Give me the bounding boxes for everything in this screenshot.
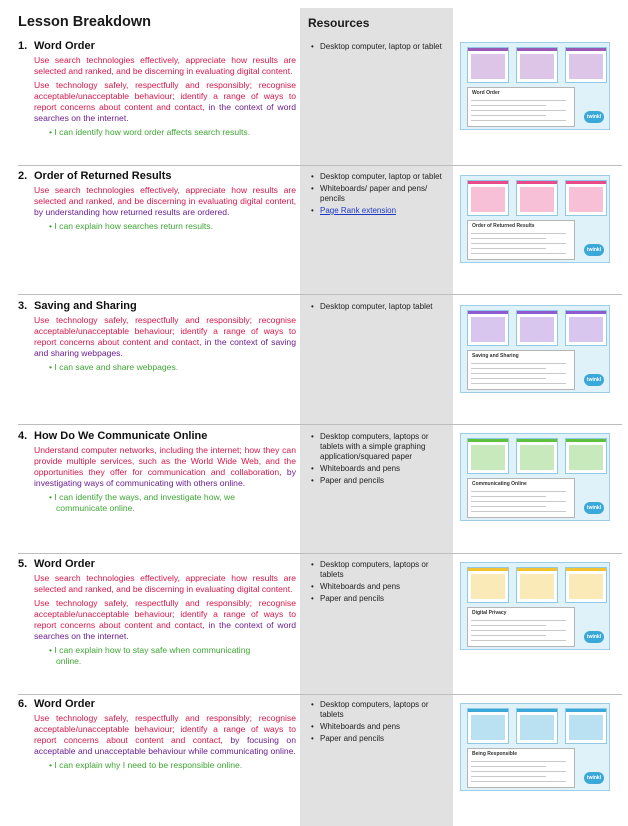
lesson-title (18, 698, 300, 710)
lesson-breakdown-heading: Lesson Breakdown (18, 14, 151, 30)
worksheet-line (471, 496, 546, 497)
lesson-name: Word Order (34, 698, 95, 710)
lesson-resources-thumbnail (460, 305, 610, 393)
slide-preview (467, 47, 509, 83)
lesson-resources-thumbnail (460, 433, 610, 521)
worksheet-line (471, 640, 566, 641)
lesson-name: Saving and Sharing (34, 300, 137, 312)
lesson-number: 4. (18, 430, 28, 442)
learning-objective (18, 598, 300, 642)
lesson-resources-thumbnail (460, 175, 610, 263)
worksheet-line (471, 373, 566, 374)
objective-curriculum-text: Use technology safely, respectfully and responsibly; recognise acceptable/unacceptable behaviour; identify a range of ways to report concerns about content and contact, (34, 315, 296, 347)
success-criteria (18, 492, 300, 514)
worksheet-line (471, 761, 566, 762)
slide-header-bar (468, 568, 508, 571)
slide-image (569, 317, 603, 342)
slide-preview (565, 438, 607, 474)
worksheet-line (471, 383, 566, 384)
worksheet-line (471, 506, 546, 507)
slide-preview (516, 708, 558, 744)
slide-header-bar (517, 439, 557, 442)
slide-preview (516, 47, 558, 83)
bullet-icon: • (49, 362, 55, 372)
resource-item: • Whiteboards/ paper and pens/ pencils (308, 184, 450, 204)
success-criteria-text: I can explain why I need to be responsible online. (54, 760, 243, 770)
twinkl-logo: twinkl (584, 772, 604, 784)
slide-preview (565, 708, 607, 744)
row-divider (18, 553, 622, 554)
worksheet-line (471, 771, 566, 772)
lesson-title (18, 170, 300, 182)
slide-header-bar (468, 48, 508, 51)
worksheet-line (471, 363, 566, 364)
objective-curriculum-text: Use technology safely, respectfully and responsibly; recognise acceptable/unacceptable behaviour; identify a range of ways to report concerns about content and contact, (34, 598, 296, 630)
bullet-icon: • (49, 760, 55, 770)
resource-item: • Whiteboards and pens (308, 582, 450, 592)
resource-list (308, 700, 450, 746)
slide-preview (565, 310, 607, 346)
slide-image (569, 187, 603, 212)
success-criteria (18, 760, 300, 771)
worksheet-line (471, 781, 566, 782)
lesson-name: Word Order (34, 558, 95, 570)
objective-context-text: in the context of word searches on the internet. (34, 102, 296, 123)
lesson-resources-thumbnail (460, 42, 610, 130)
worksheet-line (471, 238, 546, 239)
slide-image (520, 187, 554, 212)
objective-context-text: by investigating ways of communicating with others online. (34, 467, 296, 488)
worksheet-line (471, 625, 546, 626)
objective-curriculum-text: Use search technologies effectively, appreciate how results are selected and ranked, and be discerning in evaluating digital content. (34, 573, 296, 594)
slide-preview (565, 180, 607, 216)
slide-header-bar (517, 709, 557, 712)
slide-image (520, 715, 554, 740)
worksheet-line (471, 110, 566, 111)
objective-curriculum-text: Understand computer networks, including the internet; how they can provide multiple services, such as the World Wide Web, and the opportunities they offer for communication and collaboration, (34, 445, 296, 477)
worksheet-line (471, 243, 566, 244)
objective-curriculum-text: Use search technologies effectively, appreciate how results are selected and ranked, and be discerning in evaluating digital content. (34, 55, 296, 76)
bullet-icon: • (49, 127, 55, 137)
lesson-number: 3. (18, 300, 28, 312)
lesson-3 (18, 300, 300, 373)
slide-header-bar (517, 181, 557, 184)
success-criteria (18, 362, 300, 373)
slide-header-bar (517, 311, 557, 314)
bullet-icon: • (49, 492, 55, 502)
slide-image (471, 54, 505, 79)
worksheet-line (471, 253, 566, 254)
slide-header-bar (566, 568, 606, 571)
resource-list (308, 172, 450, 218)
bullet-icon: • (49, 221, 55, 231)
worksheet-title: Digital Privacy (472, 610, 507, 616)
worksheet-line (471, 620, 566, 621)
resource-item: • Desktop computers, laptops or tablets (308, 560, 450, 580)
worksheet-preview (467, 350, 575, 390)
slide-image (471, 317, 505, 342)
worksheet-line (471, 248, 546, 249)
success-criteria-text: I can identify how word order affects search results. (54, 127, 251, 137)
slide-header-bar (468, 709, 508, 712)
lesson-resources-thumbnail (460, 703, 610, 791)
worksheet-preview (467, 607, 575, 647)
worksheet-title: Communicating Online (472, 481, 527, 487)
lesson-6 (18, 698, 300, 771)
learning-objective (18, 80, 300, 124)
slide-image (569, 715, 603, 740)
slide-image (471, 187, 505, 212)
worksheet-line (471, 766, 546, 767)
resource-item: • Desktop computers, laptops or tablets with a simple graphing application/squared paper (308, 432, 450, 462)
twinkl-logo: twinkl (584, 111, 604, 123)
slide-header-bar (566, 311, 606, 314)
lesson-4 (18, 430, 300, 514)
slide-preview (565, 567, 607, 603)
objective-curriculum-text: Use technology safely, respectfully and responsibly; recognise acceptable/unacceptable behaviour; identify a range of ways to report concerns about content and contact, (34, 713, 296, 745)
slide-preview (467, 708, 509, 744)
worksheet-line (471, 115, 546, 116)
success-criteria (18, 645, 300, 667)
lesson-1 (18, 40, 300, 138)
worksheet-title: Word Order (472, 90, 500, 96)
slide-preview (467, 438, 509, 474)
resource-list (308, 302, 450, 314)
learning-objective (18, 55, 300, 77)
lesson-resources-thumbnail (460, 562, 610, 650)
lesson-title (18, 40, 300, 52)
worksheet-line (471, 630, 566, 631)
worksheet-preview (467, 478, 575, 518)
objective-context-text: by understanding how returned results are ordered. (34, 207, 230, 217)
worksheet-preview (467, 87, 575, 127)
slide-image (520, 445, 554, 470)
lesson-2 (18, 170, 300, 232)
objective-context-text: by focusing on acceptable and unacceptable behaviour while communicating online. (34, 735, 296, 756)
lesson-number: 5. (18, 558, 28, 570)
resource-item: • Desktop computer, laptop or tablet (308, 42, 450, 52)
learning-objective (18, 713, 300, 757)
worksheet-line (471, 100, 566, 101)
slide-preview (467, 567, 509, 603)
lesson-number: 6. (18, 698, 28, 710)
objective-context-text: in the context of word searches on the internet. (34, 620, 296, 641)
slide-header-bar (517, 48, 557, 51)
slide-image (569, 445, 603, 470)
objective-context-text: in the context of saving and sharing webpages. (34, 337, 296, 358)
success-criteria-text: I can identify the ways, and investigate how, we communicate online. (54, 492, 235, 513)
worksheet-line (471, 511, 566, 512)
twinkl-logo: twinkl (584, 244, 604, 256)
slide-image (471, 715, 505, 740)
worksheet-line (471, 501, 566, 502)
worksheet-line (471, 233, 566, 234)
slide-preview (467, 310, 509, 346)
slide-preview (565, 47, 607, 83)
twinkl-logo: twinkl (584, 502, 604, 514)
slide-preview (516, 438, 558, 474)
lesson-number: 2. (18, 170, 28, 182)
worksheet-line (471, 491, 566, 492)
resources-heading: Resources (308, 16, 370, 30)
worksheet-line (471, 105, 546, 106)
resource-item: • Desktop computer, laptop tablet (308, 302, 450, 312)
resource-list (308, 42, 450, 54)
worksheet-line (471, 776, 546, 777)
row-divider (18, 294, 622, 295)
resource-item: • Whiteboards and pens (308, 464, 450, 474)
slide-header-bar (468, 181, 508, 184)
lesson-name: Word Order (34, 40, 95, 52)
lesson-number: 1. (18, 40, 28, 52)
lesson-title (18, 300, 300, 312)
worksheet-line (471, 120, 566, 121)
slide-preview (516, 567, 558, 603)
twinkl-logo: twinkl (584, 374, 604, 386)
slide-image (471, 574, 505, 599)
row-divider (18, 165, 622, 166)
learning-objective (18, 315, 300, 359)
slide-header-bar (566, 439, 606, 442)
resource-list (308, 432, 450, 488)
slide-header-bar (566, 48, 606, 51)
resource-item: • Desktop computers, laptops or tablets (308, 700, 450, 720)
resource-item: • Paper and pencils (308, 594, 450, 604)
slide-header-bar (566, 181, 606, 184)
resource-item: • Whiteboards and pens (308, 722, 450, 732)
learning-objective (18, 445, 300, 489)
lesson-title (18, 558, 300, 570)
worksheet-preview (467, 220, 575, 260)
worksheet-line (471, 368, 546, 369)
slide-header-bar (517, 568, 557, 571)
slide-header-bar (566, 709, 606, 712)
lesson-5 (18, 558, 300, 667)
resource-item: • Desktop computer, laptop or tablet (308, 172, 450, 182)
page-rank-extension-link[interactable]: Page Rank extension (320, 206, 397, 215)
worksheet-title: Order of Returned Results (472, 223, 535, 229)
resource-item (308, 206, 450, 216)
slide-preview (516, 310, 558, 346)
success-criteria-text: I can explain how to stay safe when communicating online. (54, 645, 251, 666)
worksheet-line (471, 635, 546, 636)
slide-image (520, 574, 554, 599)
success-criteria-text: I can explain how searches return results. (54, 221, 213, 231)
learning-objective (18, 185, 300, 218)
worksheet-line (471, 378, 546, 379)
worksheet-preview (467, 748, 575, 788)
slide-header-bar (468, 311, 508, 314)
resource-list (308, 560, 450, 606)
learning-objective (18, 573, 300, 595)
slide-image (520, 317, 554, 342)
lesson-name: How Do We Communicate Online (34, 430, 208, 442)
slide-image (520, 54, 554, 79)
worksheet-title: Saving and Sharing (472, 353, 519, 359)
lesson-title (18, 430, 300, 442)
success-criteria (18, 221, 300, 232)
twinkl-logo: twinkl (584, 631, 604, 643)
objective-curriculum-text: Use technology safely, respectfully and responsibly; recognise acceptable/unacceptable behaviour; identify a range of ways to report concerns about content and contact, (34, 80, 296, 112)
objective-curriculum-text: Use search technologies effectively, appreciate how results are selected and ranked, and be discerning in evaluating digital content, (34, 185, 296, 206)
slide-header-bar (468, 439, 508, 442)
slide-image (569, 54, 603, 79)
resource-item: • Paper and pencils (308, 476, 450, 486)
slide-image (471, 445, 505, 470)
slide-image (569, 574, 603, 599)
bullet-icon: • (49, 645, 55, 655)
success-criteria (18, 127, 300, 138)
lesson-name: Order of Returned Results (34, 170, 172, 182)
slide-preview (516, 180, 558, 216)
slide-preview (467, 180, 509, 216)
row-divider (18, 694, 622, 695)
success-criteria-text: I can save and share webpages. (54, 362, 179, 372)
row-divider (18, 424, 622, 425)
resource-item: • Paper and pencils (308, 734, 450, 744)
worksheet-title: Being Responsible (472, 751, 518, 757)
